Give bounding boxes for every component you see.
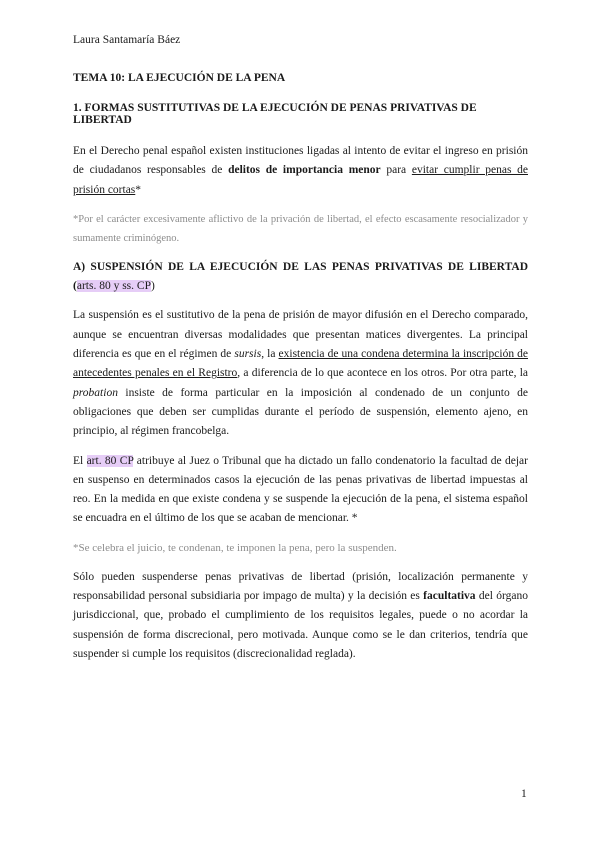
document-body: [73, 72, 528, 674]
p3-bold: facultativa: [423, 590, 476, 603]
section-a-paragraph-2: [73, 452, 528, 529]
section-a-paragraph-3: [73, 568, 528, 664]
section-1-intro: [73, 142, 528, 200]
intro-underline: evitar cumplir penas de prisión cortas: [73, 164, 528, 196]
p3-text-1: Sólo pueden suspenderse penas privativas de libertad (prisión, localización permanente y responsabilidad personal subsidiaria por impago de multa) y la decisión es: [73, 570, 528, 603]
p1-text-4: insiste de forma particular en la imposición al condenado de un conjunto de obligaciones que deben ser cumplidas durante el período de suspensión, elemento ajeno, en principio, al régimen francobelga.: [73, 386, 528, 438]
section-a-paragraph-1: [73, 306, 528, 441]
p1-text-1: La suspensión es el sustitutivo de la pena de prisión de mayor difusión en el Derecho comparado, aunque se encuentran diversas modalidades que presentan matices divergentes. La principal diferencia es que en el régimen de: [73, 309, 528, 361]
p1-italic-sursis: sursis: [234, 348, 262, 361]
section-a-heading: [73, 258, 528, 297]
page-number: 1: [521, 788, 527, 800]
author-name: Laura Santamaría Báez: [73, 34, 181, 46]
intro-text-2: para: [380, 164, 412, 177]
intro-bold: delitos de importancia menor: [228, 164, 381, 177]
p1-text-2: , la: [261, 348, 279, 361]
section-a-heading-text: A) SUSPENSIÓN DE LA EJECUCIÓN DE LAS PENAS PRIVATIVAS DE LIBERTAD (: [73, 260, 528, 293]
chapter-title: TEMA 10: LA EJECUCIÓN DE LA PENA: [73, 72, 286, 84]
intro-asterisk: *: [135, 183, 142, 196]
p2-text-2: atribuye al Juez o Tribunal que ha dictado un fallo condenatorio la facultad de dejar en suspenso en determinados casos la ejecución de las penas privativas de libertad impuestas al reo. En la medida en que existe condena y se suspende la ejecución de la pena, el sistema español se encuadra en el último de los que se acaban de mencionar. *: [73, 454, 528, 525]
section-a-reference: arts. 80 y ss. CP: [76, 280, 151, 293]
p2-text-1: El: [73, 454, 87, 467]
section-a-note: *Se celebra el juicio, te condenan, te imponen la pena, pero la suspenden.: [73, 541, 397, 554]
section-a-close-paren: ): [150, 280, 155, 293]
intro-text: En el Derecho penal español existen instituciones ligadas al intento de evitar el ingreso en prisión de ciudadanos responsables de: [73, 145, 528, 177]
section-1-note: *Por el carácter excesivamente aflictivo de la privación de libertad, el efecto escasamente resocializador y sumamente criminógeno.: [73, 213, 528, 244]
p1-underline: existencia de una condena determina la inscripción de antecedentes penales en el Registro: [73, 348, 529, 380]
p1-italic-probation: probation: [73, 386, 118, 399]
p3-text-2: del órgano jurisdiccional, que, probado el cumplimiento de los requisitos legales, puede o no acordar la suspensión de forma discrecional, pero motivada. Aunque como se le dan criterios, tendría que suspender si cumple los requisitos (discrecionalidad reglada).: [73, 590, 528, 660]
section-1-heading: 1. FORMAS SUSTITUTIVAS DE LA EJECUCIÓN DE PENAS PRIVATIVAS DE LIBERTAD: [73, 102, 477, 126]
p2-reference: art. 80 CP: [86, 454, 134, 467]
p1-text-3: , a diferencia de lo que acontece en los otros. Por otra parte, la: [237, 367, 528, 380]
